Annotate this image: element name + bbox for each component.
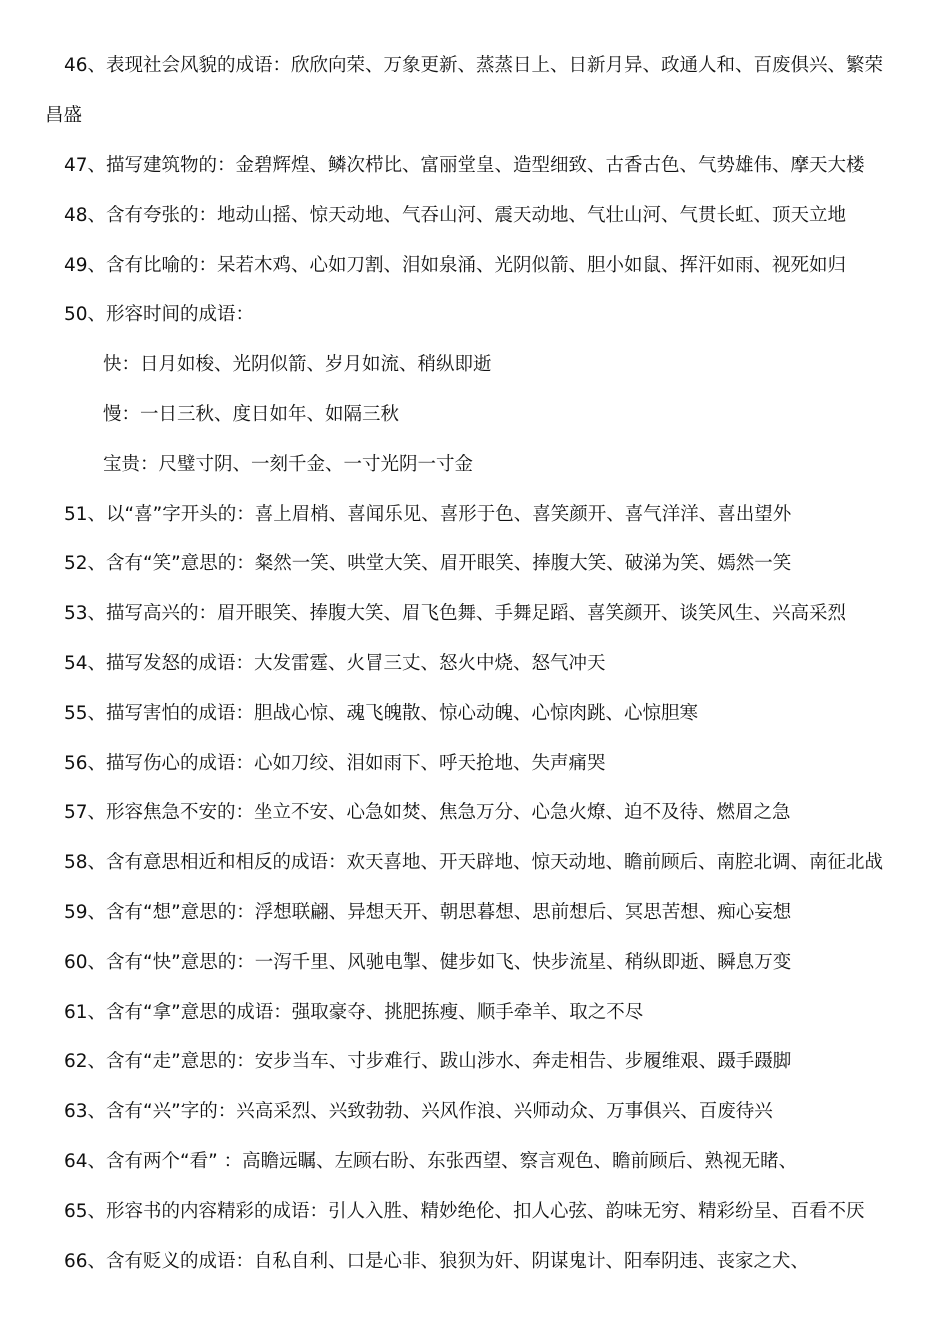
entry-55: 55、描写害怕的成语：胆战心惊、魂飞魄散、惊心动魄、心惊肉跳、心惊胆寒 — [64, 703, 699, 724]
entry-50-slow: 慢：一日三秋、度日如年、如隔三秋 — [103, 404, 400, 425]
entry-59: 59、含有“想”意思的：浮想联翩、异想天开、朝思暮想、思前想后、冥思苦想、痴心妄想 — [64, 902, 792, 923]
entry-48: 48、含有夸张的：地动山摇、惊天动地、气吞山河、震天动地、气壮山河、气贯长虹、顶天立地 — [64, 205, 847, 226]
entry-61: 61、含有“拿”意思的成语：强取豪夺、挑肥拣瘦、顺手牵羊、取之不尽 — [64, 1002, 644, 1023]
entry-52: 52、含有“笑”意思的：粲然一笑、哄堂大笑、眉开眼笑、捧腹大笑、破涕为笑、嫣然一笑 — [64, 553, 792, 574]
entry-63: 63、含有“兴”字的：兴高采烈、兴致勃勃、兴风作浪、兴师动众、万事俱兴、百废待兴 — [64, 1101, 773, 1122]
entry-65: 65、形容书的内容精彩的成语：引人入胜、精妙绝伦、扣人心弦、韵味无穷、精彩纷呈、百看不厌 — [64, 1201, 865, 1222]
entry-46: 46、表现社会风貌的成语：欣欣向荣、万象更新、蒸蒸日上、日新月异、政通人和、百废俱兴、繁荣 — [64, 55, 884, 76]
entry-51: 51、以“喜”字开头的：喜上眉梢、喜闻乐见、喜形于色、喜笑颜开、喜气洋洋、喜出望外 — [64, 504, 792, 525]
entry-53: 53、描写高兴的：眉开眼笑、捧腹大笑、眉飞色舞、手舞足蹈、喜笑颜开、谈笑风生、兴高采烈 — [64, 603, 847, 624]
entry-56: 56、描写伤心的成语：心如刀绞、泪如雨下、呼天抢地、失声痛哭 — [64, 753, 606, 774]
entry-62: 62、含有“走”意思的：安步当车、寸步难行、跋山涉水、奔走相告、步履维艰、蹑手蹑脚 — [64, 1051, 792, 1072]
entry-54: 54、描写发怒的成语：大发雷霆、火冒三丈、怒火中烧、怒气冲天 — [64, 653, 606, 674]
entry-57: 57、形容焦急不安的：坐立不安、心急如焚、焦急万分、心急火燎、迫不及待、燃眉之急 — [64, 802, 791, 823]
entry-47: 47、描写建筑物的：金碧辉煌、鳞次栉比、富丽堂皇、造型细致、古香古色、气势雄伟、摩天大楼 — [64, 155, 865, 176]
entry-60: 60、含有“快”意思的：一泻千里、风驰电掣、健步如飞、快步流星、稍纵即逝、瞬息万变 — [64, 952, 792, 973]
entry-50-precious: 宝贵：尺璧寸阴、一刻千金、一寸光阴一寸金 — [103, 454, 474, 475]
entry-58: 58、含有意思相近和相反的成语：欢天喜地、开天辟地、惊天动地、瞻前顾后、南腔北调、南征北战 — [64, 852, 884, 873]
entry-50-fast: 快：日月如梭、光阴似箭、岁月如流、稍纵即逝 — [103, 354, 492, 375]
entry-49: 49、含有比喻的：呆若木鸡、心如刀割、泪如泉涌、光阴似箭、胆小如鼠、挥汗如雨、视死如归 — [64, 255, 847, 276]
entry-50: 50、形容时间的成语： — [64, 304, 255, 325]
entry-64: 64、含有两个“看” ：高瞻远瞩、左顾右盼、东张西望、察言观色、瞻前顾后、熟视无睹、 — [64, 1151, 798, 1172]
entry-46-continued: 昌盛 — [45, 105, 83, 126]
entry-66: 66、含有贬义的成语：自私自利、口是心非、狼狈为奸、阴谋鬼计、阳奉阴违、丧家之犬、 — [64, 1251, 810, 1272]
